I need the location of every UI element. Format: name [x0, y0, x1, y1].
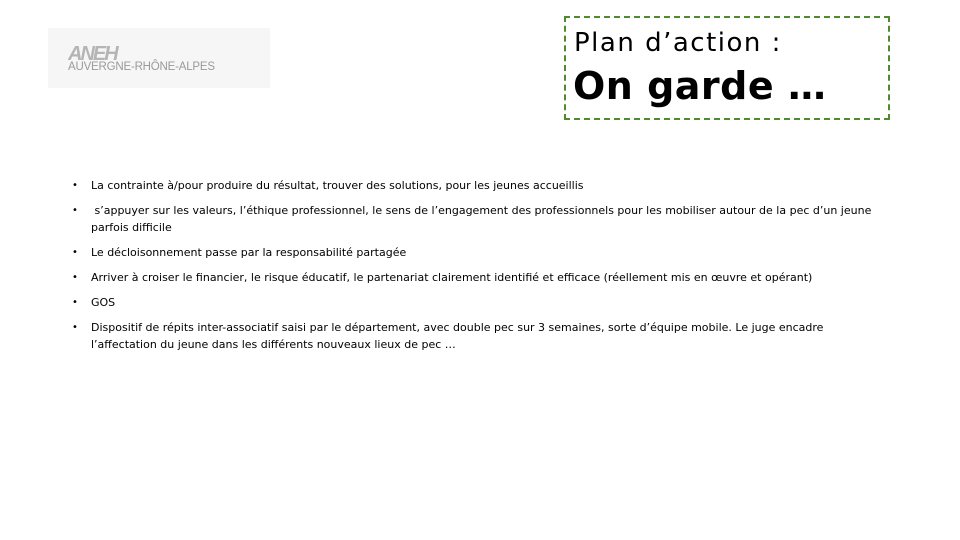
- bullet-text: Dispositif de répits inter-associatif saisi par le département, avec double pec sur 3 semaines, sorte d’équipe mobile. Le juge encadre l’affectation du jeune dans les différents nouveaux lieux de pec …: [91, 321, 824, 351]
- bullet-dot-icon: •: [72, 322, 78, 333]
- bullet-item: [72, 269, 892, 286]
- bullet-dot-icon: •: [72, 205, 78, 216]
- bullet-text: Arriver à croiser le financier, le risque éducatif, le partenariat clairement identifié et efficace (réellement mis en œuvre et opérant): [91, 271, 813, 284]
- bullet-item: [72, 319, 892, 353]
- bullet-item: [72, 177, 892, 194]
- bullet-item: [72, 244, 892, 261]
- bullet-dot-icon: •: [72, 180, 78, 191]
- bullet-dot-icon: •: [72, 272, 78, 283]
- bullet-dot-icon: •: [72, 297, 78, 308]
- bullet-list: [72, 177, 892, 361]
- organization-logo: [48, 28, 270, 88]
- logo-region-text: AUVERGNE-RHÔNE-ALPES: [68, 61, 215, 73]
- bullet-dot-icon: •: [72, 247, 78, 258]
- page-title: On garde …: [573, 64, 827, 108]
- bullet-text: s’appuyer sur les valeurs, l’éthique professionnel, le sens de l’engagement des professionnels pour les mobiliser autour de la pec d’un jeune parfois difficile: [91, 204, 875, 234]
- bullet-text: La contrainte à/pour produire du résultat, trouver des solutions, pour les jeunes accueillis: [91, 179, 584, 192]
- aneh-logo-mark: [68, 42, 124, 62]
- bullet-text: Le décloisonnement passe par la responsabilité partagée: [91, 246, 407, 259]
- bullet-item: [72, 202, 892, 236]
- bullet-text: GOS: [91, 296, 116, 309]
- page-title-prefix: Plan d’action :: [574, 28, 782, 58]
- title-frame: [564, 16, 890, 120]
- logo-mark-text: ANEH: [68, 43, 117, 62]
- bullet-item: [72, 294, 892, 311]
